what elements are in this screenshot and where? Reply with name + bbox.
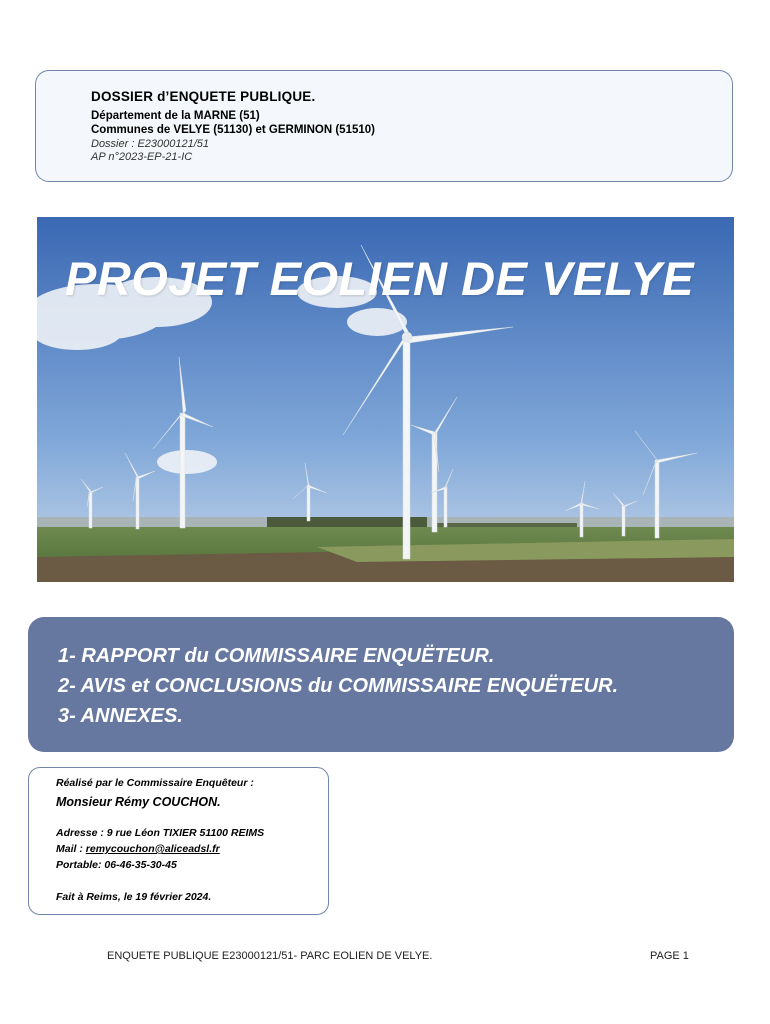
author-address: Adresse : 9 rue Léon TIXIER 51100 REIMS	[56, 827, 265, 839]
contents-item-annexes: 3- ANNEXES.	[58, 705, 183, 727]
contents-box	[28, 617, 734, 752]
dossier-number: Dossier : E23000121/51	[91, 138, 210, 150]
dossier-header-box	[35, 70, 733, 182]
dossier-title: DOSSIER d’ENQUETE PUBLIQUE.	[91, 89, 316, 104]
author-phone: Portable: 06-46-35-30-45	[56, 859, 177, 871]
ap-number: AP n°2023-EP-21-IC	[91, 151, 193, 163]
author-mail-line	[56, 841, 328, 857]
page-number: PAGE 1	[650, 950, 689, 962]
contents-item-avis: 2- AVIS et CONCLUSIONS du COMMISSAIRE ENQUËTEUR.	[58, 675, 619, 697]
contents-item-rapport: 1- RAPPORT du COMMISSAIRE ENQUËTEUR.	[58, 645, 495, 667]
mail-label: Mail :	[56, 843, 86, 855]
wind-farm-photo	[37, 217, 734, 582]
department-line: Département de la MARNE (51)	[91, 110, 260, 122]
communes-line: Communes de VELYE (51130) et GERMINON (51510)	[91, 124, 375, 136]
author-intro: Réalisé par le Commissaire Enquêteur :	[56, 777, 254, 789]
project-title: PROJET EOLIEN DE VELYE	[65, 252, 695, 305]
mail-link[interactable]: remycouchon@aliceadsl.fr	[85, 843, 220, 855]
footer-title: ENQUETE PUBLIQUE E23000121/51- PARC EOLIEN DE VELYE.	[107, 950, 433, 962]
author-name: Monsieur Rémy COUCHON.	[56, 795, 221, 809]
author-box	[28, 767, 329, 915]
author-date: Fait à Reims, le 19 février 2024.	[56, 891, 212, 903]
